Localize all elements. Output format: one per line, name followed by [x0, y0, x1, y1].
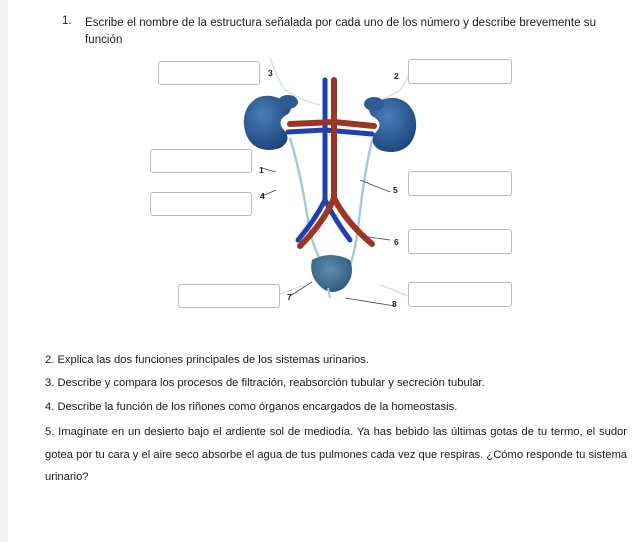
- label-3: 3: [268, 68, 273, 78]
- question-4: 4. Describe la función de los riñones como órganos encargados de la homeostasis.: [45, 401, 458, 413]
- label-7: 7: [287, 292, 292, 302]
- label-2: 2: [394, 71, 399, 81]
- page-edge: [0, 0, 8, 542]
- urinary-system-diagram: [150, 50, 515, 318]
- label-1: 1: [259, 165, 264, 175]
- answer-box-4[interactable]: [150, 192, 252, 216]
- answer-box-3[interactable]: [158, 61, 260, 85]
- label-4: 4: [260, 191, 265, 201]
- question-2: 2. Explica las dos funciones principales de los sistemas urinarios.: [45, 354, 369, 366]
- label-5: 5: [393, 185, 398, 195]
- answer-box-6[interactable]: [408, 229, 512, 254]
- answer-box-1[interactable]: [150, 149, 252, 173]
- answer-box-7[interactable]: [178, 284, 280, 308]
- question-1-text: Escribe el nombre de la estructura señalada por cada uno de los número y describe brevemente su función: [85, 17, 597, 46]
- answer-box-2[interactable]: [408, 59, 512, 84]
- question-3: 3. Describe y compara los procesos de filtración, reabsorción tubular y secreción tubular.: [45, 377, 485, 389]
- bladder: [311, 255, 352, 298]
- answer-box-8[interactable]: [408, 282, 512, 307]
- label-6: 6: [394, 237, 399, 247]
- aorta: [290, 80, 374, 246]
- answer-box-5[interactable]: [408, 171, 512, 196]
- label-8: 8: [392, 299, 397, 309]
- question-5: 5. Imagínate en un desierto bajo el ardiente sol de mediodía. Ya has bebido las últimas gotas de tu termo, el sudor gotea por tu cara y el aire seco absorbe el agua de tus pulmones cada vez que respiras. ¿Cómo responde tu sistema urinario?: [45, 426, 627, 483]
- question-1-number: 1.: [62, 15, 72, 27]
